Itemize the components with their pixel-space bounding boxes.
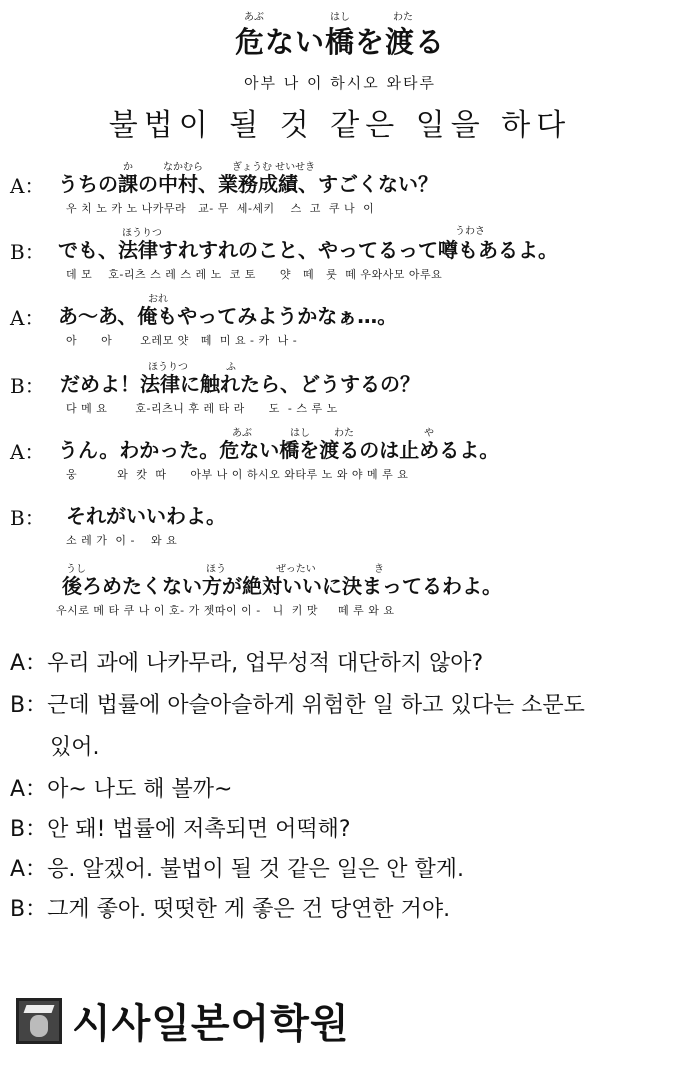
japanese-text: だめよ！法律に触れたら、どうするの？ bbox=[60, 372, 420, 396]
furigana: はし bbox=[290, 428, 310, 439]
translation-text: B：그게 좋아. 떳떳한 게 좋은 건 당연한 거야. bbox=[10, 897, 451, 922]
furigana: なかむら bbox=[163, 162, 203, 173]
page-title-japanese: 危ない橋を渡る bbox=[234, 25, 445, 59]
furigana: わた bbox=[334, 428, 354, 439]
title-furigana: あぶ bbox=[244, 12, 264, 23]
furigana: ぎょうむ せいせき bbox=[232, 162, 316, 173]
japanese-text: うちの課の中村、業務成績、すごくない？ bbox=[58, 172, 438, 196]
graduate-emblem-icon bbox=[16, 998, 62, 1044]
speaker-label: B： bbox=[10, 240, 45, 264]
japanese-text: うん。わかった。危ない橋を渡るのは止めるよ。 bbox=[58, 438, 500, 462]
brand-logo bbox=[16, 992, 349, 1049]
translation-text: A：아~ 나도 해 볼까~ bbox=[10, 777, 233, 802]
furigana: ほうりつ bbox=[148, 362, 188, 373]
speaker-label: A： bbox=[10, 306, 45, 330]
translation-text: A：응. 알겠어. 불법이 될 것 같은 일은 안 할게. bbox=[10, 857, 465, 882]
speaker-label: B： bbox=[10, 374, 45, 398]
korean-reading: 소 레 가 이 - 와 요 bbox=[66, 534, 178, 547]
korean-reading: 웅 와 캇 따 아부 나 이 하시오 와타루 노 와 야 메 루 요 bbox=[66, 468, 409, 481]
translation-text: B：근데 법률에 아슬아슬하게 위험한 일 하고 있다는 소문도 bbox=[10, 693, 585, 718]
furigana: うわさ bbox=[455, 226, 485, 237]
korean-reading: 다 메 요 호-리츠니 후 레 타 라 도 - 스 루 노 bbox=[66, 402, 338, 415]
furigana: おれ bbox=[148, 294, 168, 305]
speaker-label: B： bbox=[10, 506, 45, 530]
furigana: や bbox=[424, 428, 434, 439]
furigana: ほう bbox=[206, 564, 226, 575]
furigana: か bbox=[123, 162, 133, 173]
title-furigana: はし bbox=[330, 12, 350, 23]
furigana: ほうりつ bbox=[122, 228, 162, 239]
speaker-label: A： bbox=[10, 174, 45, 198]
page-title-reading: 아부 나 이 하시오 와타루 bbox=[244, 74, 436, 92]
korean-reading: 우 치 노 카 노 나카무라 교- 무 세-세키 스 고 쿠 나 이 bbox=[66, 202, 375, 215]
translation-text: B：안 돼! 법률에 저촉되면 어떡해? bbox=[10, 817, 351, 842]
furigana: ぜったい bbox=[276, 564, 316, 575]
brand-name: 시사일본어학원 bbox=[72, 1001, 350, 1047]
furigana: うし bbox=[66, 564, 86, 575]
translation-text: 있어. bbox=[50, 735, 100, 760]
japanese-text: あ～あ、俺もやってみようかなぁ…。 bbox=[58, 304, 398, 328]
korean-reading: 아 아 오레모 얏 떼 미 요 - 카 나 - bbox=[66, 334, 298, 347]
furigana: き bbox=[374, 564, 384, 575]
japanese-text: でも、法律すれすれのこと、やってるって噂もあるよ。 bbox=[58, 238, 558, 262]
furigana: あぶ bbox=[232, 428, 252, 439]
japanese-text: それがいいわよ。 bbox=[66, 504, 226, 528]
title-furigana: わた bbox=[393, 12, 413, 23]
furigana: ふ bbox=[226, 362, 236, 373]
japanese-text: 後ろめたくない方が絶対いいに決まってるわよ。 bbox=[62, 574, 502, 598]
translation-text: A：우리 과에 나카무라, 업무성적 대단하지 않아? bbox=[10, 651, 484, 676]
korean-reading: 데 모 호-리츠 스 레 스 레 노 코 토 얏 떼 룻 떼 우와사모 아루요 bbox=[66, 268, 443, 281]
speaker-label: A： bbox=[10, 440, 45, 464]
page-title-korean: 불법이 될 것 같은 일을 하다 bbox=[108, 108, 572, 143]
korean-reading: 우시로 메 타 쿠 나 이 호- 가 젯따이 이 - 니 키 맛 떼 루 와 요 bbox=[56, 604, 395, 617]
